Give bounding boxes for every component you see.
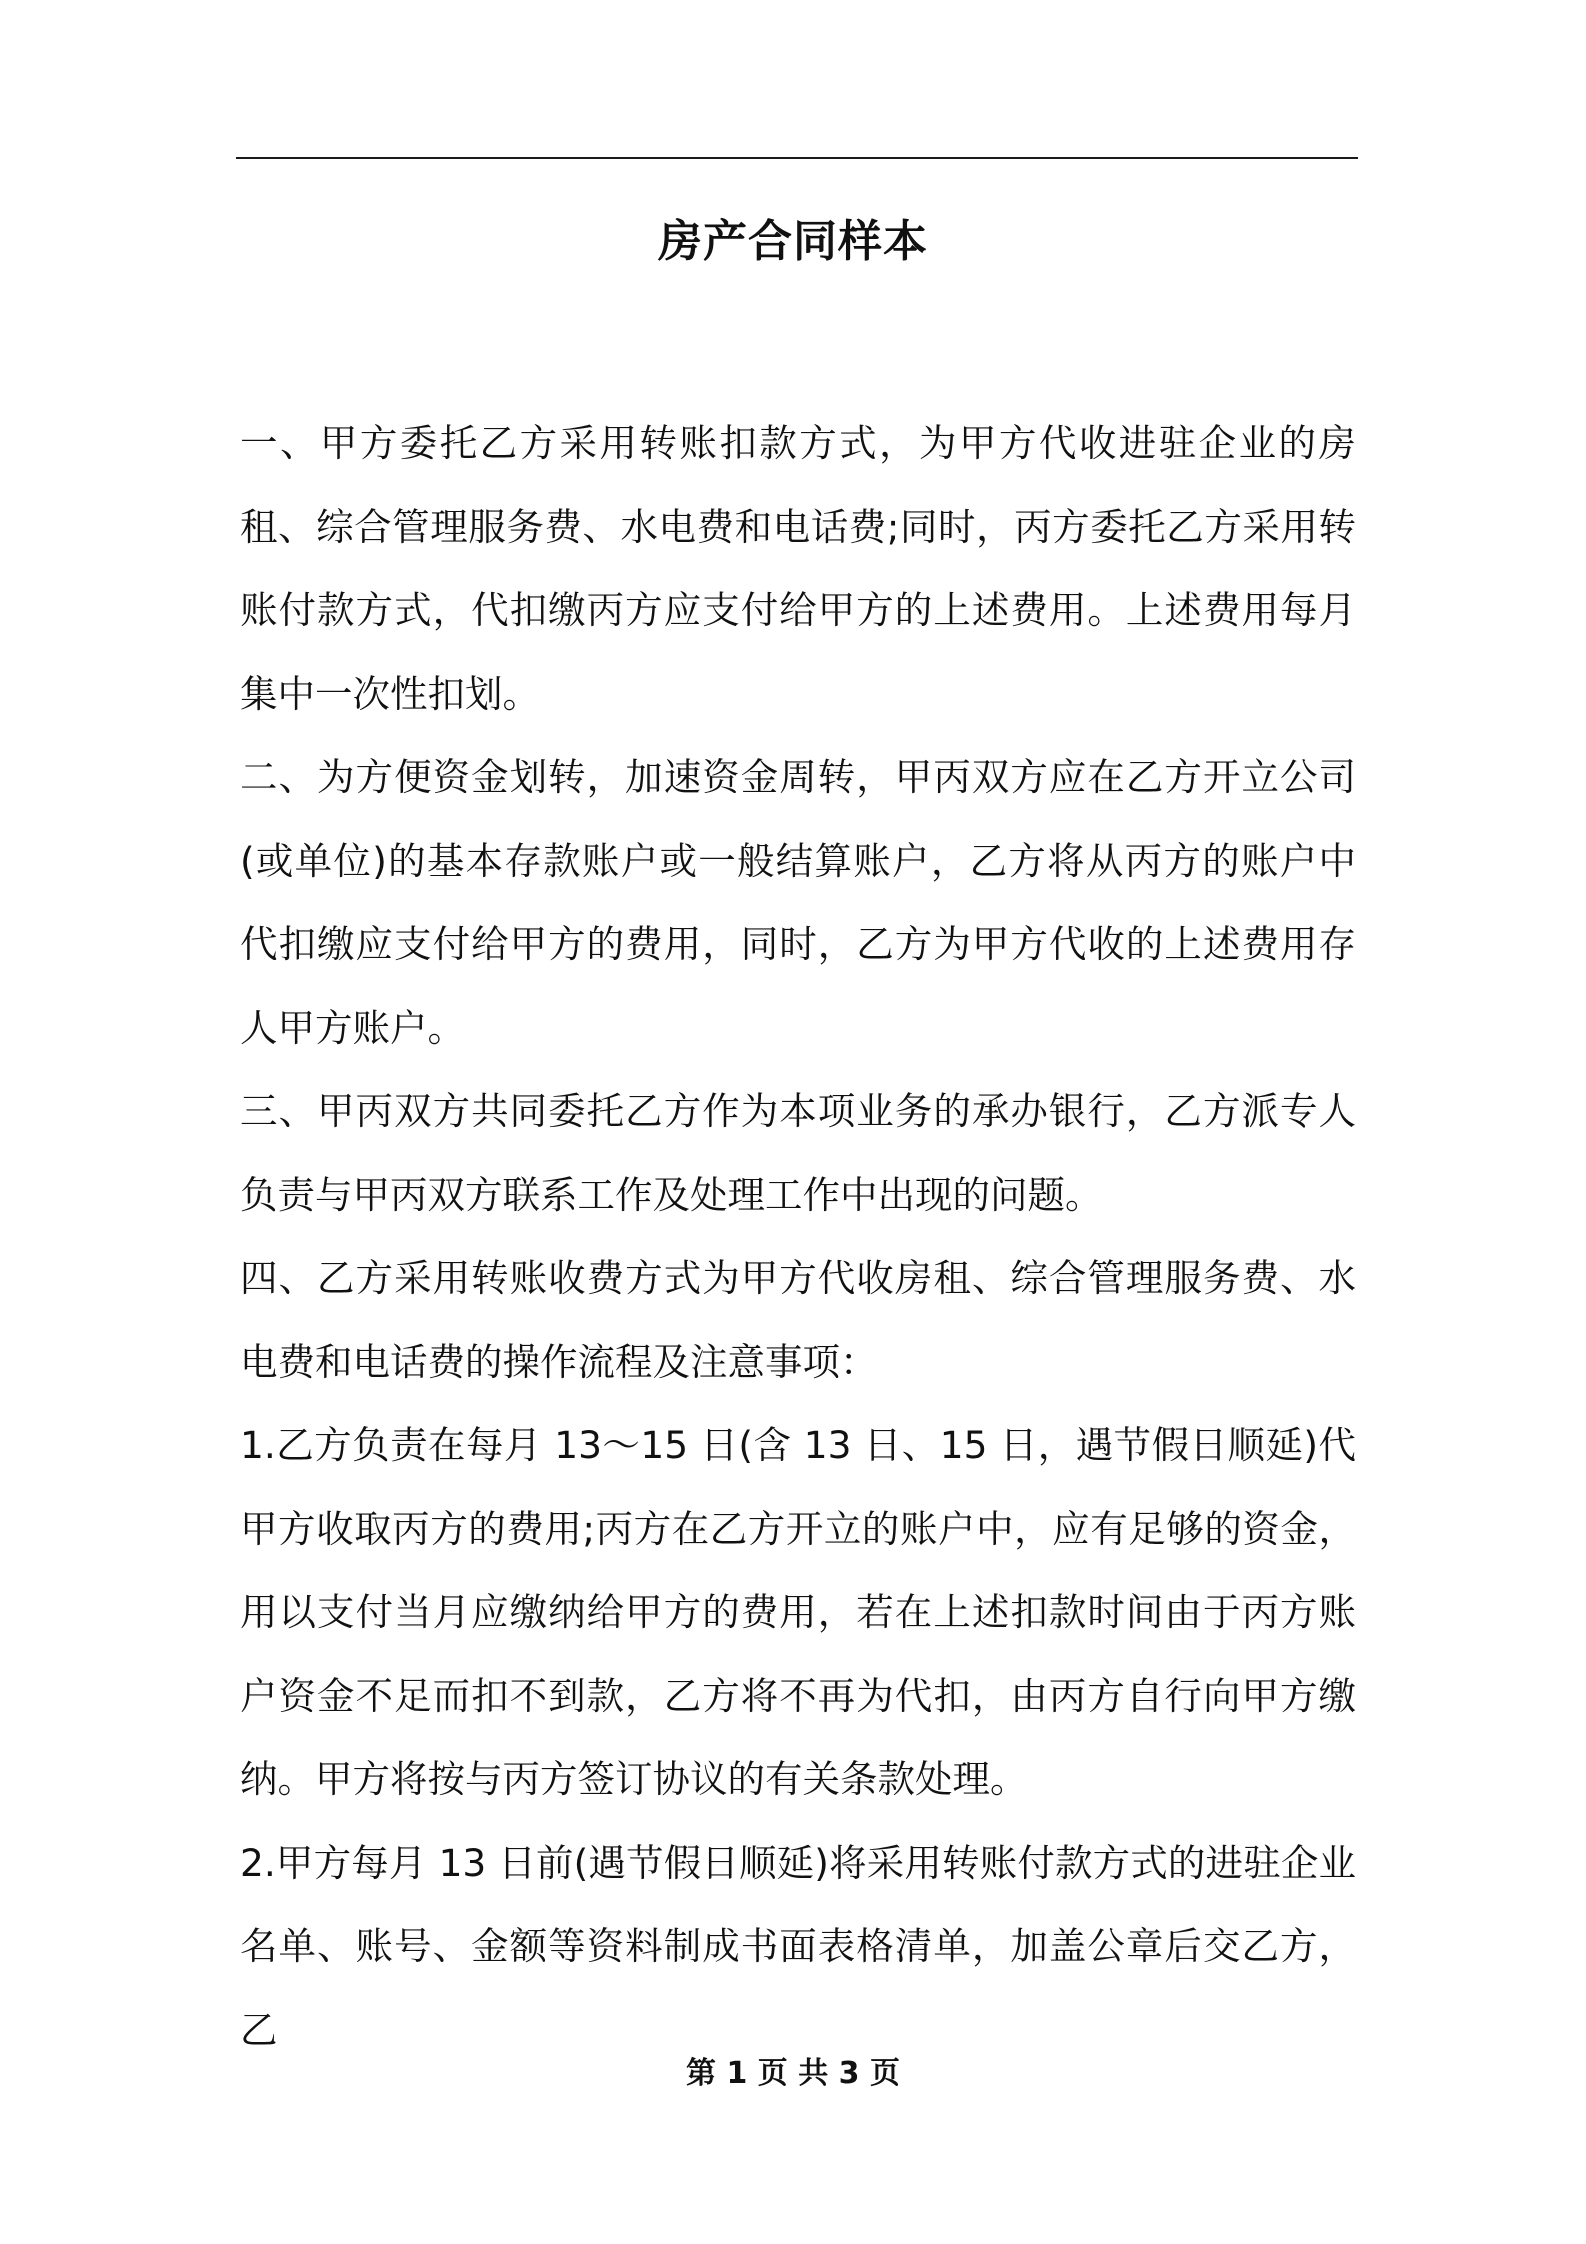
paragraph-3: 三、甲丙双方共同委托乙方作为本项业务的承办银行，乙方派专人负责与甲丙双方联系工作及处理工作中出现的问题。 bbox=[240, 1089, 1356, 1217]
paragraph-5: 1.乙方负责在每月 13～15 日(含 13 日、15 日，遇节假日顺延)代甲方收取丙方的费用;丙方在乙方开立的账户中，应有足够的资金，用以支付当月应缴纳给甲方的费用，若在上述扣款时间由于丙方账户资金不足而扣不到款，乙方将不再为代扣，由丙方自行向甲方缴纳。甲方将按与丙方签订协议的有关条款处理。 bbox=[240, 1423, 1356, 1801]
paragraph-4: 四、乙方采用转账收费方式为甲方代收房租、综合管理服务费、水电费和电话费的操作流程及注意事项： bbox=[240, 1256, 1356, 1384]
document-body bbox=[240, 402, 1356, 2072]
paragraph-2: 二、为方便资金划转，加速资金周转，甲丙双方应在乙方开立公司(或单位)的基本存款账户或一般结算账户，乙方将从丙方的账户中代扣缴应支付给甲方的费用，同时，乙方为甲方代收的上述费用存人甲方账户。 bbox=[240, 755, 1356, 1050]
paragraph-6: 2.甲方每月 13 日前(遇节假日顺延)将采用转账付款方式的进驻企业名单、账号、金额等资料制成书面表格清单，加盖公章后交乙方，乙 bbox=[240, 1840, 1356, 2052]
document-title: 房产合同样本 bbox=[658, 216, 928, 267]
header-rule bbox=[236, 157, 1358, 159]
paragraph-1: 一、甲方委托乙方采用转账扣款方式，为甲方代收进驻企业的房租、综合管理服务费、水电费和电话费;同时，丙方委托乙方采用转账付款方式，代扣缴丙方应支付给甲方的上述费用。上述费用每月集中一次性扣划。 bbox=[240, 421, 1356, 716]
page-indicator: 第 1 页 共 3 页 bbox=[686, 2056, 900, 2091]
